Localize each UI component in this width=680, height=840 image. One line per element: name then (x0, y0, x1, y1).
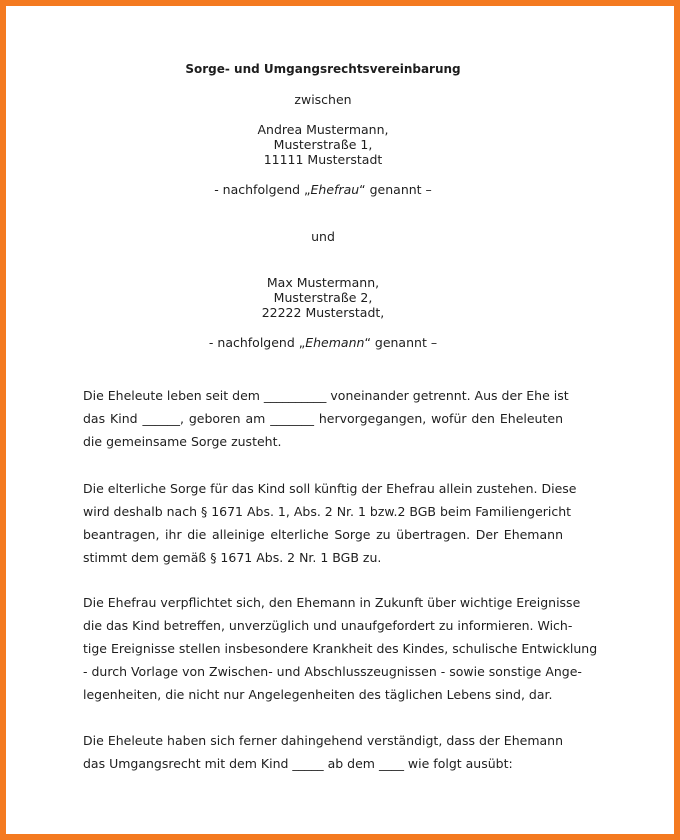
party2-ref-suffix: “ genannt – (364, 335, 438, 350)
party2-ref-prefix: - nachfolgend „ (208, 335, 306, 350)
paragraph-line: wird deshalb nach § 1671 Abs. 1, Abs. 2 Nr. 1 bzw.2 BGB beim Familiengericht (83, 504, 572, 519)
document-title: Sorge- und Umgangsrechtsvereinbarung (185, 62, 461, 76)
paragraph-line: das Kind ______, geboren am _______ hervorgegangen, wofür den Eheleuten (83, 411, 563, 426)
paragraph-line: legenheiten, die nicht nur Angelegenheiten des täglichen Lebens sind, dar. (83, 687, 553, 702)
and-label: und (311, 229, 335, 244)
party1-street: Musterstraße 1, (273, 137, 373, 152)
paragraph-line: das Umgangsrecht mit dem Kind _____ ab dem ____ wie folgt ausübt: (83, 756, 513, 771)
paragraph-visitation (83, 729, 563, 775)
paragraph-line: die das Kind betreffen, unverzüglich und unaufgefordert zu informieren. Wich- (83, 618, 573, 633)
paragraph-line: beantragen, ihr die alleinige elterliche Sorge zu übertragen. Der Ehemann (83, 527, 563, 542)
paragraph-line: die gemeinsame Sorge zusteht. (83, 434, 282, 449)
party2-reference (0, 335, 646, 350)
paragraph-information-duty (83, 591, 598, 706)
paragraph-line: tige Ereignisse stellen insbesondere Krankheit des Kindes, schulische Entwicklung (83, 641, 598, 656)
paragraph-separation (83, 384, 569, 453)
party1-name: Andrea Mustermann, (257, 122, 389, 137)
party1-city: 11111 Musterstadt (263, 152, 383, 167)
party2-name: Max Mustermann, (266, 275, 380, 290)
party2-city: 22222 Musterstadt, (261, 305, 385, 320)
party2-street: Musterstraße 2, (273, 290, 373, 305)
paragraph-line: stimmt dem gemäß § 1671 Abs. 2 Nr. 1 BGB zu. (83, 550, 382, 565)
paragraph-line: Die Ehefrau verpflichtet sich, den Ehemann in Zukunft über wichtige Ereignisse (83, 595, 581, 610)
paragraph-line: Die Eheleute haben sich ferner dahingehend verständigt, dass der Ehemann (83, 733, 563, 748)
party1-ref-prefix: - nachfolgend „ (214, 182, 311, 197)
party1-reference (0, 182, 646, 197)
between-label: zwischen (294, 92, 352, 107)
party1-ref-role: Ehefrau (310, 182, 360, 197)
paragraph-line: Die Eheleute leben seit dem __________ voneinander getrennt. Aus der Ehe ist (83, 388, 569, 403)
paragraph-line: - durch Vorlage von Zwischen- und Abschlusszeugnissen - sowie sonstige Ange- (83, 664, 582, 679)
paragraph-custody (83, 477, 577, 569)
paragraph-line: Die elterliche Sorge für das Kind soll künftig der Ehefrau allein zustehen. Diese (83, 481, 577, 496)
party1-ref-suffix: “ genannt – (359, 182, 432, 197)
party2-ref-role: Ehemann (305, 335, 365, 350)
